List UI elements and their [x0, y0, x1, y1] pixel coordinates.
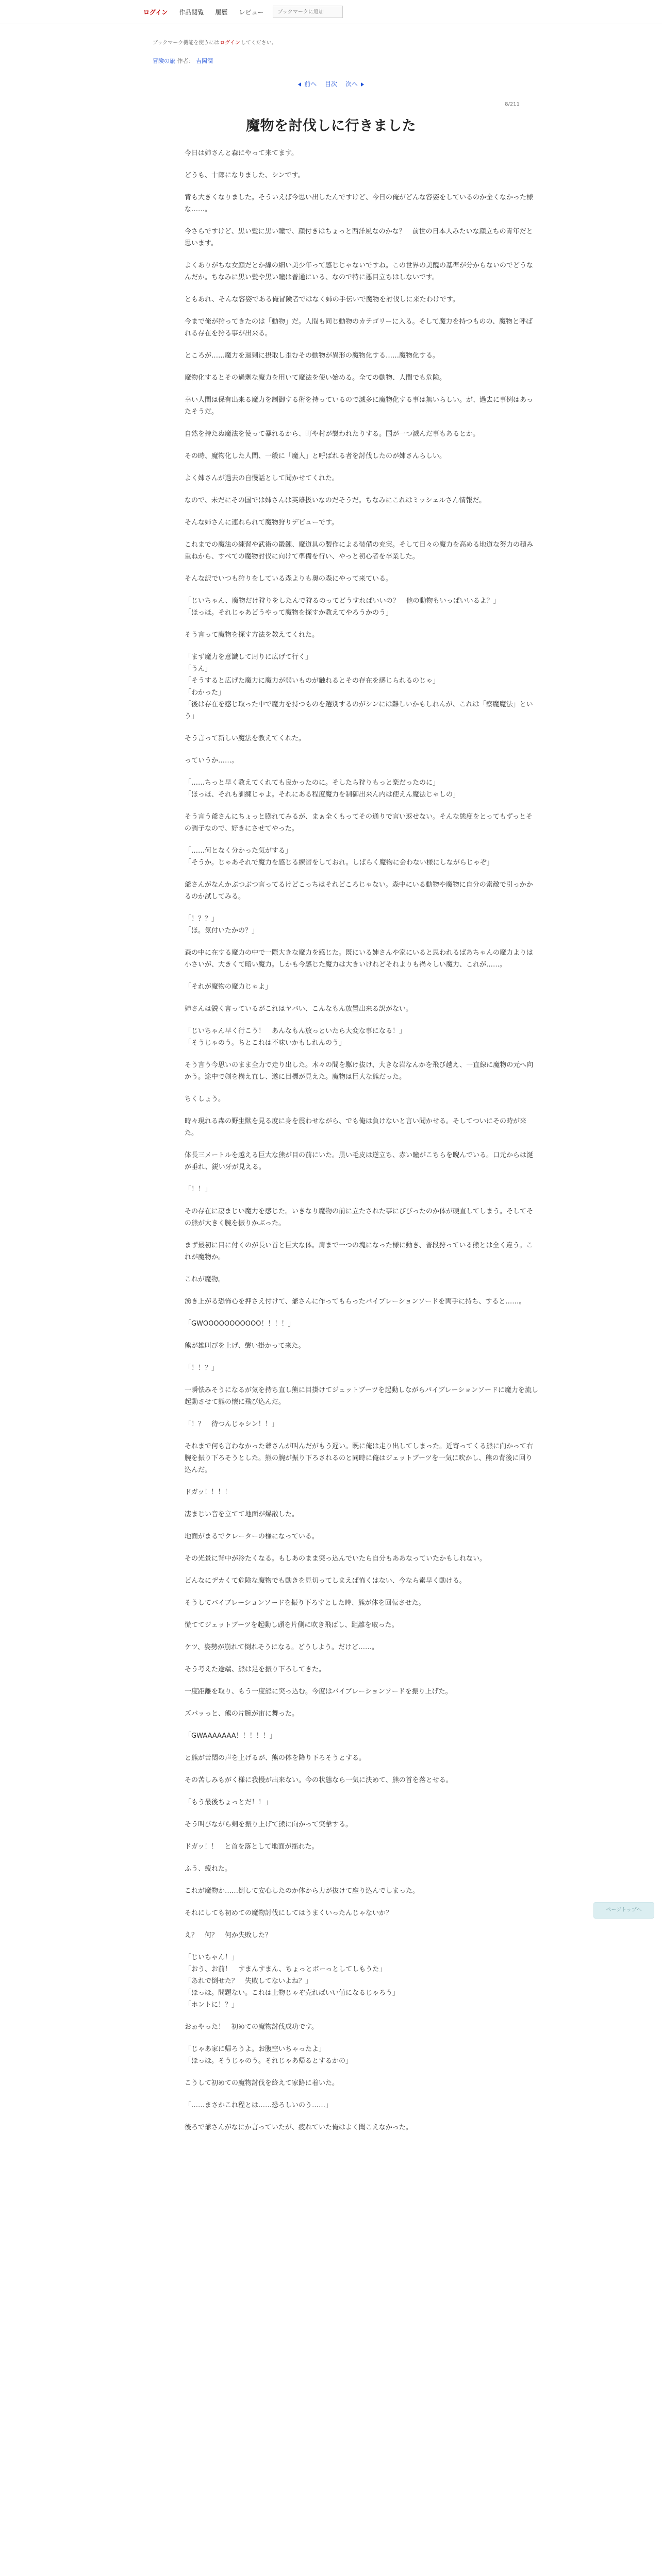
- body-paragraph: これが魔物。: [185, 1276, 225, 1283]
- body-paragraph: そう言って魔物を探す方法を教えてくれた。: [185, 631, 319, 639]
- toc-link[interactable]: 目次: [324, 80, 337, 88]
- body-paragraph: どうも、十郎になりました、シンです。: [185, 172, 305, 179]
- body-paragraph: その時、魔物化した人間、一般に「魔人」と呼ばれる者を討伐したのが姉さんらしい。: [185, 452, 446, 460]
- body-paragraph: 「じいちゃん！」 「おう、お前！ すまんすまん、ちょっとボーっとしてしもうた」 「あれで倒せた？ 失敗してないよね？」 「ほっほ。問題ない。これは上物じゃぞ売ればいい値になるじゃろう」 「ホントに！？」: [185, 1954, 400, 2009]
- body-paragraph: その光景に背中が冷たくなる。もしあのまま突っ込んでいたら自分もああなっていたかもしれない。: [185, 1555, 487, 1563]
- body-paragraph: そう言う爺さんにちょっと膨れてみるが、まぁ全くもってその通りで言い返せない。そんな態度をとってもずっとその調子なので、好きにさせてやった。: [185, 813, 533, 833]
- bookmark-search-box[interactable]: [273, 6, 343, 18]
- page-count: 8/211: [505, 101, 520, 107]
- browse-link[interactable]: 作品閲覧: [179, 8, 204, 16]
- login-notice: [153, 38, 277, 46]
- next-chapter-label: 次へ: [345, 80, 358, 88]
- chevron-right-icon: [361, 82, 364, 87]
- body-paragraph: そんな訳でいつも狩りをしている森よりも奥の森にやって来ている。: [185, 575, 393, 583]
- body-paragraph: ドガッ！！！！: [185, 1488, 231, 1496]
- author-link[interactable]: 吉岡潤: [196, 58, 213, 64]
- body-paragraph: 「まず魔力を意識して周りに広げて行く」 「うん」 「そうすると広げた魔力に魔力が弱いものが触れるとその存在を感じられるのじゃ」 「わかった」 「後は存在を感じ取った中で魔力を持つものを選別するのがシンには難しいかもしれんが、これは「察魔魔法」という」: [185, 653, 533, 720]
- body-paragraph: 「！？？」 「ほ。気付いたかの？」: [185, 915, 259, 935]
- body-paragraph: これが魔物か……倒して安心したのか体から力が抜けて座り込んでしまった。: [185, 1887, 420, 1895]
- chapter-title: 魔物を討伐しに行きました: [246, 118, 416, 134]
- body-paragraph: 後ろで爺さんがなにか言っていたが、疲れていた俺はよく聞こえなかった。: [185, 2124, 412, 2131]
- body-paragraph: 湧き上がる恐怖心を押さえ付けて、爺さんに作ってもらったバイブレーションソードを両手に持ち、すると……。: [185, 1298, 526, 1306]
- login-link[interactable]: ログイン: [143, 8, 168, 16]
- body-paragraph: 幸い人間は保有出来る魔力を制御する術を持っているので滅多に魔物化する事は無いらしい。が、過去に事例はあったそうだ。: [185, 396, 533, 416]
- top-nav: [141, 4, 343, 20]
- body-paragraph: 地面がまるでクレーターの様になっている。: [185, 1533, 319, 1540]
- body-paragraph: と熊が苦悶の声を上げるが、熊の体を降り下ろそうとする。: [185, 1754, 366, 1762]
- next-chapter-link[interactable]: [345, 80, 365, 88]
- notice-suffix: してください。: [240, 40, 277, 46]
- body-paragraph: そう言って新しい魔法を教えてくれた。: [185, 735, 306, 742]
- body-paragraph: ズバッっと、熊の片腕が宙に舞った。: [185, 1710, 299, 1718]
- body-paragraph: 「じいちゃん、魔物だけ狩りをしたんで狩るのってどうすればいいの？ 他の動物もいっぱいいるよ？」 「ほっほ。それじゃあどうやって魔物を探すか教えてやろうかのう」: [185, 597, 500, 617]
- body-paragraph: 慌ててジェットブーツを起動し頭を片側に吹き飛ばし、距離を取った。: [185, 1621, 399, 1629]
- body-paragraph: 「じゃあ家に帰ろうよ。お腹空いちゃったよ」 「ほっほ。そうじゃのう。それじゃあ帰るとするかの」: [185, 2045, 353, 2065]
- chapter-nav: [0, 79, 662, 88]
- body-paragraph: 姉さんは鋭く言っているがこれはヤバい、こんなもん放置出来る訳がない。: [185, 1005, 413, 1013]
- body-paragraph: これまでの魔法の練習や武術の鍛錬、魔道具の製作による装備の充実。そして日々の魔力を高める地道な努力の積み重ねから、すべての魔物討伐に向けて準備を行い、やっと初心者を卒業した。: [185, 541, 534, 561]
- body-paragraph: ドガッ！！ と首を落として地面が揺れた。: [185, 1843, 319, 1851]
- page-top-button[interactable]: ページトップへ: [593, 1902, 654, 1919]
- body-paragraph: その存在に凄まじい魔力を感じた。いきなり魔物の前に立たされた事にびびったのか体が硬直してしまう。そしてその熊が大きく腕を振りかぶった。: [185, 1208, 534, 1227]
- body-paragraph: 背も大きくなりました。そういえば今思い出したんですけど、今日の俺がどんな容姿をしているのか全くなかった様な……。: [185, 194, 534, 213]
- body-paragraph: 今日は姉さんと森にやって来てます。: [185, 149, 298, 157]
- body-paragraph: 「！！」: [185, 1185, 212, 1193]
- bookmark-search-input[interactable]: [276, 9, 339, 15]
- author-label: 作者：: [177, 58, 194, 64]
- body-paragraph: ケツ、姿勢が崩れて倒れそうになる。どうしよう。だけど……。: [185, 1643, 378, 1651]
- body-paragraph: 森の中に在する魔力の中で一際大きな魔力を感じた。既にいる姉さんや家にいると思われるばあちゃんの魔力よりは小さいが、大きくて暗い魔力。しかも今感じた魔力は大きいけれどそれよりも禍々しい魔力、これが……。: [185, 949, 534, 969]
- body-paragraph: 「じいちゃん早く行こう！ あんなもん放っといたら大変な事になる！」 「そうじゃのう。ちとこれは不味いかもしれんのう」: [185, 1027, 406, 1047]
- body-paragraph: 「GWOOOOOOOOOOO！！！！」: [185, 1320, 295, 1328]
- body-paragraph: おぉやった！ 初めての魔物討伐成功です。: [185, 2023, 318, 2031]
- body-paragraph: 「……何となく分かった気がする」 「そうか。じゃあそれで魔力を感じる練習をしておれ。しばらく魔物に会わない様にしながらじゃぞ」: [185, 847, 493, 867]
- body-paragraph: まず最初に目に付くのが長い首と巨大な体。肩まで一つの塊になった様に動き、普段狩っている熊とは全く違う。これが魔物か。: [185, 1242, 533, 1261]
- notice-prefix: ブックマーク機能を使うには: [153, 40, 220, 46]
- work-title-link[interactable]: 冒険の旅: [153, 58, 175, 64]
- body-paragraph: その苦しみもがく様に我慢が出来ない。今の状態なら一気に決めて、熊の首を落とせる。: [185, 1776, 453, 1784]
- body-paragraph: 熊が雄叫びを上げ、襲い掛かって来た。: [185, 1342, 305, 1350]
- body-paragraph: 一瞬怯みそうになるが気を持ち直し熊に目掛けてジェットブーツを起動しながらバイブレーションソードに魔力を流し起動させて熊の懐に飛び込んだ。: [185, 1386, 539, 1406]
- body-paragraph: どんなにデカくて危険な魔物でも動きを見切ってしまえば怖くはない、今なら素早く動ける。: [185, 1577, 466, 1585]
- body-paragraph: 一度距離を取り、もう一度熊に突っ込む。今度はバイブレーションソードを振り上げた。: [185, 1688, 452, 1696]
- body-paragraph: え？ 何？ 何か失敗した？: [185, 1931, 272, 1939]
- breadcrumb: [153, 57, 213, 65]
- body-paragraph: ところが……魔力を過剰に摂取し歪むその動物が異形の魔物化する……魔物化する。: [185, 352, 440, 360]
- body-paragraph: そう考えた途端、熊は足を振り下ろしてきた。: [185, 1666, 326, 1673]
- body-paragraph: そうしてバイブレーションソードを振り下ろすとした時、熊が体を回転させた。: [185, 1599, 425, 1607]
- body-paragraph: 今まで俺が狩ってきたのは「動物」だ。人間も同じ動物のカテゴリーに入る。そして魔力を持つものの、魔物と呼ばれる存在を狩る事が出来る。: [185, 318, 533, 337]
- notice-login-link[interactable]: ログイン: [220, 40, 240, 46]
- body-paragraph: 体長三メートルを越える巨大な熊が目の前にいた。黒い毛皮は逆立ち、赤い瞳がこちらを睨んでいる。口元からは涎が垂れ、鋭い牙が見える。: [185, 1151, 534, 1171]
- body-paragraph: 爺さんがなんかぶつぶつ言ってるけどこっちはそれどころじゃない。森中にいる動物や魔物に自分の索敵で引っかかるのか試してみる。: [185, 881, 533, 901]
- body-paragraph: よくありがちな女顔だとか線の細い美少年って感じじゃないですね。この世界の美醜の基準が分からないのでどうなんだか。ちなみに黒い髪や黒い瞳は普通にいる、なので特に悪目立ちはしないです。: [185, 262, 534, 281]
- body-paragraph: 「もう最後ちょっとだ！！」: [185, 1799, 272, 1806]
- review-link[interactable]: レビュー: [239, 8, 264, 16]
- body-paragraph: よく姉さんが過去の自慢話として聞かせてくれた。: [185, 474, 339, 482]
- body-paragraph: 「それが魔物の魔力じゃよ」: [185, 983, 272, 991]
- body-paragraph: なので、未だにその国では姉さんは英雄扱いなのだそうだ。ちなみにこれはミッシェルさん情報だ。: [185, 497, 486, 504]
- prev-chapter-label: 前へ: [304, 80, 317, 88]
- prev-chapter-link[interactable]: [297, 80, 319, 88]
- body-paragraph: 今さらですけど、黒い髪に黒い瞳で、顔付きはちょっと西洋風なのかな？ 前世の日本人みたいな顔立ちの青年だと思います。: [185, 228, 533, 247]
- body-paragraph: そんな姉さんに連れられて魔物狩りデビューです。: [185, 519, 338, 527]
- body-paragraph: 自然を持たぬ魔法を使って暴れるから、町や村が襲われたりする。国が一つ滅んだ事もあるとか。: [185, 430, 480, 438]
- history-link[interactable]: 履歴: [215, 8, 228, 16]
- body-paragraph: 「GWAAAAAAA！！！！！」: [185, 1732, 276, 1740]
- body-paragraph: 「！！？」: [185, 1364, 219, 1372]
- body-paragraph: 「！？ 待つんじゃシン！！」: [185, 1420, 278, 1428]
- body-paragraph: 魔物化するとその過剰な魔力を用いて魔法を使い始める。全ての動物、人間でも危険。: [185, 374, 446, 382]
- body-paragraph: 凄まじい音を立てて地面が爆散した。: [185, 1511, 299, 1518]
- body-paragraph: 時々現れる森の野生獣を見る度に身を震わせながら、でも俺は負けないと言い聞かせる。そしてついにその時が来た。: [185, 1117, 527, 1137]
- body-paragraph: こうして初めての魔物討伐を終えて家路に着いた。: [185, 2079, 339, 2087]
- body-paragraph: そう言う今思いのまま全力で走り出した。木々の間を駆け抜け、大きな岩なんかを飛び越え、一直線に魔物の元へ向かう。途中で剣を構え直し、遂に目標が見えた。魔物は巨大な熊だった。: [185, 1061, 534, 1081]
- body-paragraph: ともあれ、そんな容姿である俺冒険者ではなく姉の手伝いで魔物を討伐しに来たわけです。: [185, 296, 459, 303]
- chevron-left-icon: [298, 82, 301, 87]
- chapter-body: [185, 147, 538, 2144]
- top-bar: [0, 0, 662, 24]
- body-paragraph: それにしても初めての魔物討伐にしてはうまくいったんじゃないか？: [185, 1909, 393, 1917]
- body-paragraph: それまで何も言わなかった爺さんが叫んだがもう遅い。既に俺は走り出してしまった。近寄ってくる熊に向かって右腕を振り下ろそうとした。熊の腕が振り下ろされるのと同時に俺はジェットブーツを一気に吹かし、熊の背後に回り込んだ。: [185, 1443, 534, 1474]
- body-paragraph: 「……ちっと早く教えてくれても良かったのに。そしたら狩りもっと楽だったのに」 「ほっほ、それも訓練じゃよ。それにある程度魔力を制御出来ん内は使えん魔法じゃしの」: [185, 779, 460, 799]
- body-paragraph: っていうか……。: [185, 757, 239, 765]
- body-paragraph: ふう、疲れた。: [185, 1865, 232, 1873]
- body-paragraph: 「……まさかこれ程とは……恐ろしいのう……」: [185, 2102, 333, 2109]
- body-paragraph: ちくしょう。: [185, 1095, 225, 1103]
- body-paragraph: そう叫びながら剣を振り上げて熊に向かって突撃する。: [185, 1821, 353, 1828]
